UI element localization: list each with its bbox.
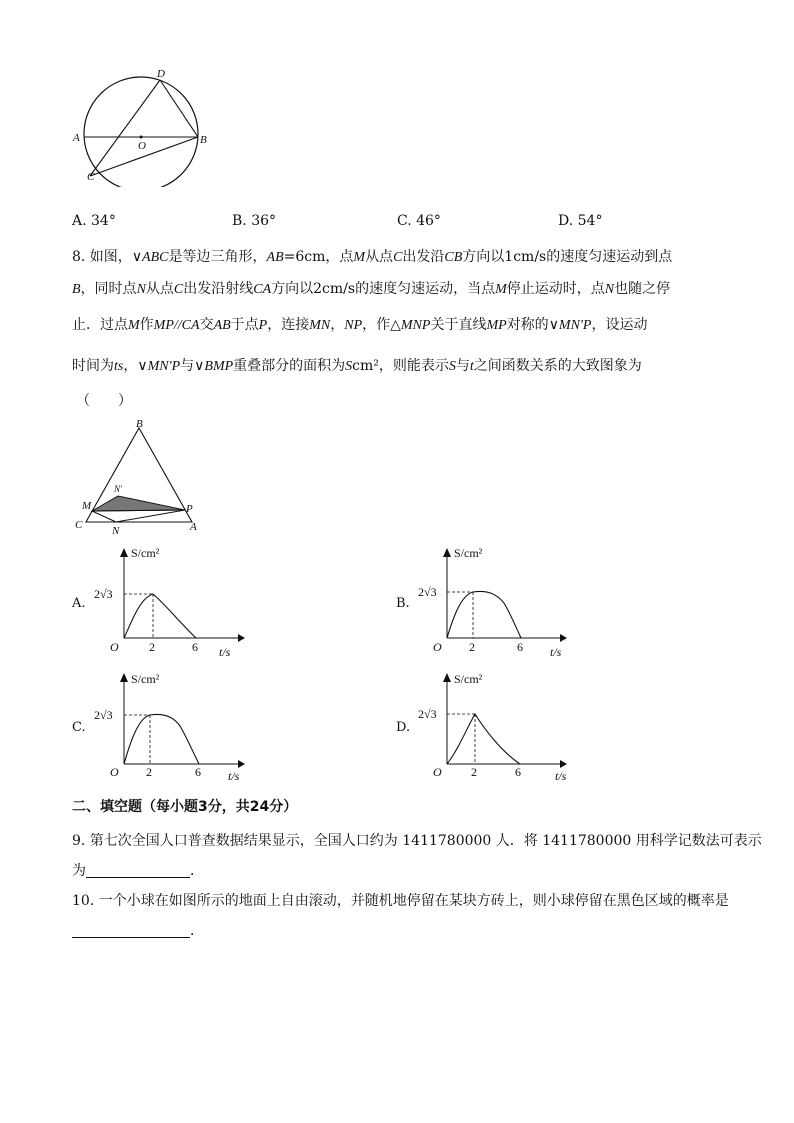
segment-np (116, 510, 185, 522)
graph-d-curve (447, 714, 520, 764)
svg-text:t/s: t/s (555, 769, 567, 783)
graph-d[interactable] (410, 668, 580, 788)
svg-text:S/cm²: S/cm² (131, 546, 160, 560)
label-n-prime: N' (114, 484, 122, 494)
triangle-figure (72, 416, 207, 536)
svg-text:O: O (433, 640, 442, 654)
q8-line-4: 时间为ts，∨MN'P与∨BMP重叠部分的面积为Scm²，则能表示S与t之间函数关系的大致图象为 (72, 358, 642, 374)
graph-a-curve (124, 594, 196, 638)
label-o: O (138, 140, 146, 152)
svg-text:2√3: 2√3 (94, 708, 113, 722)
label-c: C (75, 519, 83, 531)
q8-line-3: 止．过点M作MP//CA交AB于点P，连接MN，NP，作△MNP关于直线MP对称的∨MN'P，设运动 (72, 317, 648, 333)
q8-line-1: 8. 如图，∨ABC是等边三角形，AB=6cm，点M从点C出发沿CB方向以1cm/s的速度匀速运动到点 (72, 249, 673, 265)
option-c[interactable]: C. 46° (397, 213, 441, 229)
svg-text:t/s: t/s (228, 769, 240, 783)
option-b[interactable]: B. 36° (232, 213, 277, 229)
center-point (140, 136, 143, 139)
svg-text:6: 6 (515, 765, 521, 779)
label-a: A (73, 132, 80, 144)
q9-answer-blank[interactable] (86, 863, 190, 878)
svg-text:2: 2 (471, 765, 477, 779)
label-d: D (157, 68, 165, 80)
svg-text:2√3: 2√3 (418, 585, 437, 599)
svg-text:t/s: t/s (550, 645, 562, 659)
graph-b-curve (447, 591, 521, 638)
svg-text:S/cm²: S/cm² (454, 546, 483, 560)
svg-text:2: 2 (469, 640, 475, 654)
graph-c-curve (124, 714, 199, 764)
option-d[interactable]: D. 54° (558, 213, 603, 229)
graph-c-letter[interactable]: C. (72, 720, 86, 735)
label-b: B (200, 134, 207, 146)
shaded-triangle-mn-p (92, 496, 185, 511)
svg-text:2√3: 2√3 (94, 587, 113, 601)
svg-text:O: O (110, 765, 119, 779)
label-n: N (112, 525, 120, 536)
label-p: P (186, 503, 193, 515)
svg-text:6: 6 (192, 640, 198, 654)
q10-line-2: ． (72, 920, 204, 940)
label-b: B (136, 418, 143, 430)
graph-a-letter[interactable]: A. (72, 596, 86, 611)
svg-text:6: 6 (195, 765, 201, 779)
graph-b-letter[interactable]: B. (396, 596, 410, 611)
label-a: A (190, 521, 197, 533)
q9-line-1: 9. 第七次全国人口普查数据结果显示，全国人口约为 1411780000 人．将 1411780000 用科学记数法可表示 (72, 833, 762, 849)
label-m: M (82, 500, 92, 512)
label-c: C (87, 171, 95, 183)
svg-text:2: 2 (146, 765, 152, 779)
svg-text:6: 6 (517, 640, 523, 654)
q9-line-2: 为 ． (72, 863, 204, 879)
circle-figure (70, 62, 220, 187)
svg-text:t/s: t/s (219, 645, 231, 659)
svg-text:O: O (110, 640, 119, 654)
graph-a[interactable] (88, 543, 258, 663)
svg-text:2√3: 2√3 (418, 707, 437, 721)
graph-d-letter[interactable]: D. (396, 720, 411, 735)
q10-line-1: 10. 一个小球在如图所示的地面上自由滚动，并随机地停留在某块方砖上，则小球停留在黑色区域的概率是 (72, 893, 729, 909)
q8-answer-paren: （ ） (76, 393, 132, 409)
graph-c[interactable] (88, 668, 258, 788)
svg-text:O: O (433, 765, 442, 779)
svg-text:S/cm²: S/cm² (131, 672, 160, 686)
q8-line-2: B，同时点N从点C出发沿射线CA方向以2cm/s的速度匀速运动，当点M停止运动时，点N也随之停 (72, 281, 671, 297)
option-a[interactable]: A. 34° (72, 213, 116, 229)
graph-b[interactable] (410, 543, 580, 663)
circle-o (84, 77, 198, 187)
svg-text:S/cm²: S/cm² (454, 672, 483, 686)
svg-text:2: 2 (149, 640, 155, 654)
q10-answer-blank[interactable] (72, 923, 190, 938)
segment-mn (92, 511, 116, 522)
section-heading: 二、填空题（每小题3分，共24分） (72, 799, 298, 815)
